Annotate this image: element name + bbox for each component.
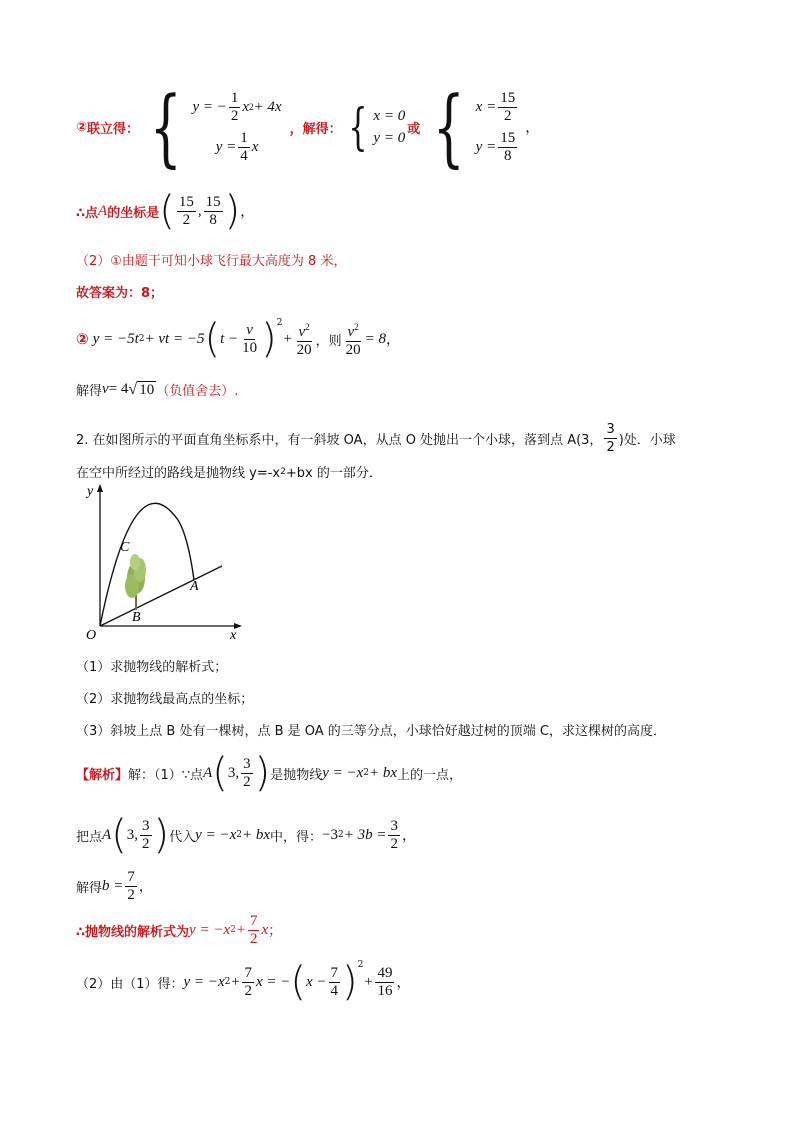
- question-text: 在空中所经过的路线是抛物线 y=-x: [76, 466, 281, 481]
- exponent: 2: [337, 830, 344, 840]
- point-b-label: B: [132, 610, 141, 625]
- solution-text: 中，得：: [270, 829, 323, 845]
- open-paren: (: [290, 959, 306, 1005]
- frac-num: 15: [205, 193, 221, 210]
- plus: +: [282, 330, 293, 347]
- point-a-letter: A: [98, 202, 108, 219]
- y-arrow: [97, 484, 103, 492]
- eq-part: +: [230, 973, 241, 990]
- solution-one: [342, 98, 406, 156]
- question-2-line-1: [76, 418, 676, 458]
- frac-den: 20: [296, 342, 312, 358]
- frac-den: 2: [182, 211, 191, 228]
- solution-two: [422, 78, 519, 176]
- eq-part: x −: [305, 973, 327, 990]
- point-a-letter: A: [203, 764, 213, 781]
- solution-text: 把点: [76, 829, 103, 845]
- y-axis-label: y: [87, 484, 94, 499]
- frac-num: 3: [390, 817, 398, 834]
- point-a-line: ∴点 A 的坐标是 ( $\frac{15}{2}$ , $\frac{15}{8}$ ) ，: [76, 188, 255, 234]
- eq1-lhs: y = −: [192, 98, 227, 115]
- question-text: )处．小球: [618, 432, 676, 448]
- solution-line-5: [76, 958, 410, 1006]
- frac-num: 3: [606, 421, 615, 437]
- frac-den: 2: [142, 835, 150, 852]
- frac-num: 15: [500, 89, 516, 106]
- eq-part: y = −x: [195, 826, 237, 843]
- eq-part: −3: [322, 826, 338, 843]
- frac-num: 49: [377, 964, 393, 981]
- solution-line-1: [76, 750, 462, 796]
- eq-part: y = −x: [189, 921, 231, 938]
- slope-oa: [100, 566, 222, 626]
- comma: ，: [385, 332, 400, 348]
- frac-num: v: [298, 324, 306, 340]
- eq-part: = 4: [108, 381, 129, 397]
- point-a-label: A: [190, 579, 199, 594]
- comma: ，: [525, 120, 540, 136]
- eq-part: y = −5t: [92, 330, 139, 347]
- eq1-x: x: [242, 98, 250, 115]
- analysis-tag: 【解析】: [76, 767, 129, 783]
- question-text: 2. 在如图所示的平面直角坐标系中，有一斜坡 OA，从点 O 处抛出一个小球，落到点 A(3，: [76, 432, 603, 448]
- eq-part: +: [235, 921, 246, 938]
- exponent: 2: [230, 925, 236, 935]
- point-a-letter: A: [102, 826, 112, 843]
- system-label: 联立得：: [87, 121, 140, 137]
- exponent: 2: [138, 334, 145, 344]
- frac-den: 2: [244, 982, 252, 999]
- solution-text: 是抛物线: [270, 767, 323, 783]
- close-paren: ): [254, 750, 271, 796]
- origin-label: O: [86, 628, 97, 643]
- frac-num: 7: [330, 964, 339, 981]
- exponent: 2: [357, 960, 364, 970]
- coord-x: 3,: [126, 826, 139, 843]
- close-paren: ): [224, 188, 241, 234]
- solution-text: 解得: [76, 880, 103, 896]
- eq2-lhs: y =: [215, 138, 237, 155]
- solution-text: 代入: [169, 829, 196, 845]
- open-paren: (: [159, 188, 175, 234]
- frac-den: 16: [377, 982, 393, 999]
- frac-num: 7: [127, 868, 135, 885]
- frac-num: 3: [243, 755, 251, 772]
- open-paren: (: [204, 316, 221, 362]
- parabola-curve: [100, 503, 194, 626]
- task-3: （3）斜坡上点 B 处有一棵树，点 B 是 OA 的三等分点，小球恰好越过树的顶端 C，求这棵树的高度．: [76, 724, 667, 739]
- close-paren: ): [153, 812, 170, 858]
- comma: ，: [240, 204, 255, 220]
- sol-x-lhs: x =: [475, 98, 497, 115]
- sol-y-lhs: y =: [475, 138, 497, 155]
- circle-two-mark: ②: [76, 330, 89, 348]
- open-paren: (: [212, 750, 228, 796]
- frac-den: 4: [240, 147, 248, 164]
- eq-part: +: [363, 973, 374, 990]
- question-2-line-2: [76, 462, 382, 481]
- frac-den: 2: [390, 835, 398, 852]
- frac-den: 2: [606, 439, 615, 455]
- frac-den: 2: [503, 107, 512, 124]
- eq-part: + bx: [241, 826, 270, 843]
- frac-num: 15: [178, 193, 194, 210]
- frac-num: 15: [500, 129, 516, 146]
- answer-line: 故答案为：8；: [76, 286, 164, 301]
- tree-image: [125, 554, 146, 610]
- eq-part: + vt = −5: [144, 330, 205, 347]
- equation-system: [139, 78, 282, 176]
- therefore-text: ∴点: [76, 205, 99, 221]
- parabola-figure: [78, 482, 248, 646]
- left-brace: {: [149, 78, 182, 176]
- vertex-form-line: ② y = −5t 2 + vt = −5 ( t − $\frac{v}{10}$ ) $^2$ + $\frac{v^2}{20}$ ，则 $\frac{v^2}{20}$ = 8 ，: [76, 316, 400, 362]
- eq1-tail: + 4x: [253, 98, 282, 115]
- eq-part: x: [261, 921, 269, 938]
- eq-part: y = −x: [183, 973, 225, 990]
- eq-part: + bx: [369, 764, 398, 781]
- task-1: （1）求抛物线的解析式；: [76, 660, 228, 675]
- frac-num: 7: [244, 964, 252, 981]
- close-paren: ): [261, 316, 277, 362]
- var-v: v: [102, 381, 109, 397]
- frac-den: 2: [243, 773, 251, 790]
- sol-y0: y = 0: [373, 129, 406, 146]
- eq-part: y = −x: [322, 764, 364, 781]
- coord-x: 3,: [227, 764, 240, 781]
- comma: ，: [401, 828, 416, 844]
- exponent: 2: [236, 830, 242, 840]
- close-paren: ): [342, 959, 358, 1005]
- note-text: （负值舍去）.: [156, 384, 239, 399]
- then-text: ，则: [315, 333, 342, 349]
- solution-text: 解：（1）∵点: [128, 767, 204, 783]
- exponent: 2: [363, 768, 370, 778]
- exponent: 2: [280, 466, 286, 477]
- semicolon: ；: [268, 923, 283, 939]
- frac-num: 1: [240, 129, 248, 146]
- eq-part: x = −: [255, 973, 291, 990]
- solution-line-2: [76, 812, 416, 858]
- system-line: [76, 78, 540, 176]
- frac-den: 8: [503, 147, 512, 164]
- radicand: 10: [139, 381, 155, 398]
- frac-num: v: [246, 321, 253, 338]
- frac-den: 10: [242, 339, 258, 356]
- frac-den: 2: [230, 107, 239, 124]
- question-text: +bx 的一部分．: [285, 466, 382, 481]
- frac-den: 20: [345, 342, 361, 358]
- frac-den: 2: [249, 930, 258, 947]
- exponent: 2: [249, 102, 254, 112]
- left-brace: {: [347, 98, 368, 156]
- x-axis-label: x: [230, 628, 237, 643]
- solve-v-line: 解得 v = 4 √ 10 （负值舍去）.: [76, 380, 239, 399]
- comma: ，: [396, 975, 411, 991]
- point-c-label: C: [120, 540, 130, 555]
- eq-part: t −: [220, 330, 239, 347]
- solve-label: ，解得：: [289, 121, 342, 137]
- circle-two-mark: ②: [76, 119, 88, 135]
- eq-part: b =: [102, 877, 124, 894]
- sol-x0: x = 0: [373, 107, 406, 124]
- frac-num: 3: [142, 817, 150, 834]
- solution-text: （2）由（1）得：: [76, 976, 184, 992]
- frac-num: 7: [249, 912, 258, 929]
- exponent: 2: [224, 977, 231, 987]
- solution-text: ∴抛物线的解析式为: [76, 924, 190, 940]
- open-paren: (: [111, 812, 127, 858]
- coord-label: 的坐标是: [107, 205, 160, 221]
- solve-label: 解得: [76, 384, 103, 399]
- solution-text: 上的一点，: [397, 767, 463, 783]
- or-label: 或: [407, 121, 421, 137]
- eq2-tail: x: [251, 138, 259, 155]
- solution-line-3: [76, 866, 153, 906]
- eq-part: + 3b =: [343, 826, 387, 843]
- task-2: （2）求抛物线最高点的坐标；: [76, 692, 254, 707]
- comma: ，: [138, 879, 153, 895]
- eq-part: = 8: [364, 330, 386, 347]
- frac-num: 1: [230, 89, 239, 106]
- max-height-line: （2）①由题干可知小球飞行最大高度为 8 米，: [76, 254, 347, 269]
- frac-den: 8: [209, 211, 217, 228]
- frac-den: 4: [330, 982, 339, 999]
- left-brace: {: [432, 78, 465, 176]
- frac-den: 2: [127, 886, 135, 903]
- solution-line-4: [76, 910, 282, 950]
